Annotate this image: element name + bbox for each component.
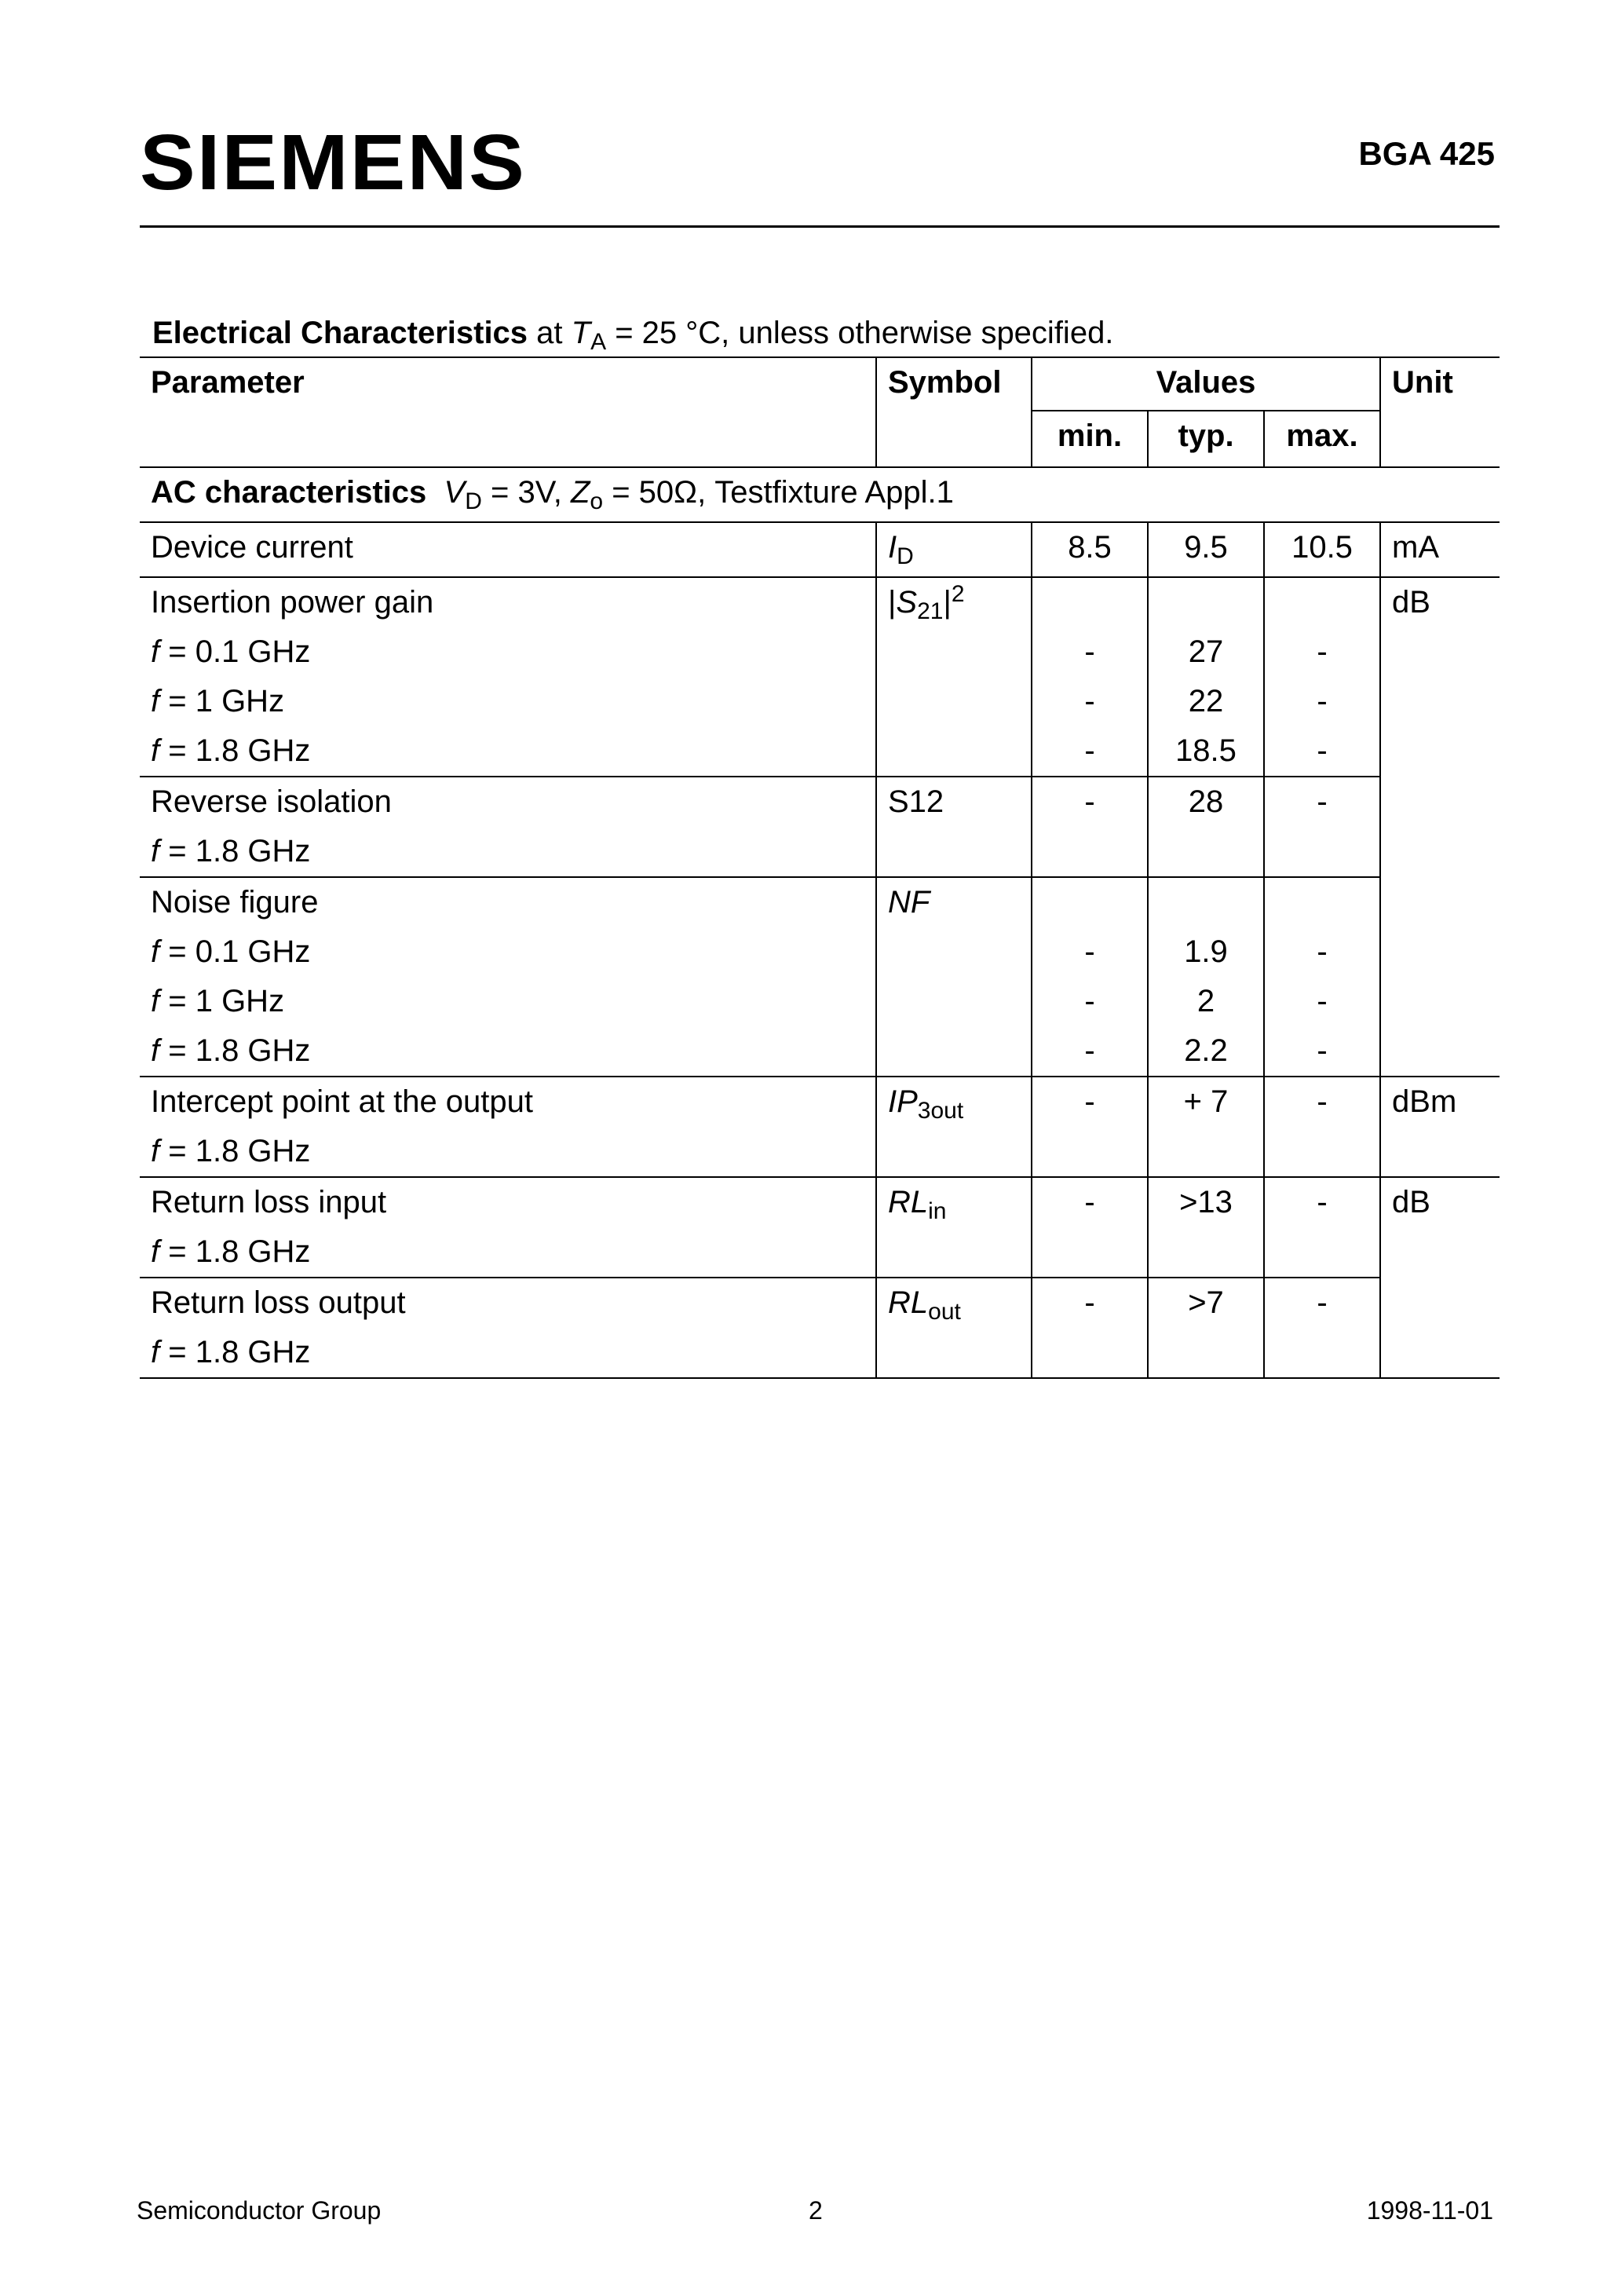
section-z: Z — [570, 475, 590, 510]
f-symbol: f — [151, 1234, 160, 1269]
max-value: - — [1264, 1177, 1380, 1278]
ac-characteristics-section — [140, 467, 1500, 522]
typ-value: 27 — [1148, 627, 1264, 677]
symbol-cell — [876, 1077, 1032, 1177]
table-row — [140, 927, 1500, 977]
param-insertion-gain: Insertion power gain — [140, 577, 876, 627]
col-max-header: max. — [1264, 411, 1380, 467]
max-value: - — [1264, 627, 1380, 677]
f-symbol: f — [151, 634, 160, 669]
footer-page-number: 2 — [809, 2196, 823, 2225]
typ-value: 28 — [1148, 777, 1264, 877]
table-row — [140, 577, 1500, 627]
min-value: - — [1032, 1077, 1148, 1177]
symbol-main: S — [896, 585, 918, 620]
max-value: 10.5 — [1264, 522, 1380, 577]
typ-value: 18.5 — [1148, 726, 1264, 777]
param-reverse-isolation: Reverse isolation — [140, 777, 876, 827]
unit-value: dB — [1380, 577, 1500, 1077]
condition-text: = 0.1 GHz — [159, 634, 311, 669]
typ-value: + 7 — [1148, 1077, 1264, 1177]
empty-cell — [1032, 577, 1148, 627]
min-value: - — [1032, 1026, 1148, 1077]
symbol-pre: | — [888, 585, 897, 620]
symbol-main: NF — [888, 885, 930, 919]
col-values-header: Values — [1032, 357, 1380, 411]
table-row — [140, 522, 1500, 577]
table-row — [140, 677, 1500, 726]
section-z-sub: o — [590, 488, 604, 514]
min-value: 8.5 — [1032, 522, 1148, 577]
section-v: V — [444, 475, 466, 510]
typ-value: 2.2 — [1148, 1026, 1264, 1077]
symbol-sub: 21 — [917, 598, 944, 624]
condition — [140, 1328, 876, 1378]
condition — [140, 677, 876, 726]
symbol-sub: 3out — [917, 1098, 964, 1124]
condition-text: = 1 GHz — [159, 684, 285, 718]
min-value: - — [1032, 1177, 1148, 1278]
table-row — [140, 627, 1500, 677]
param-noise-figure: Noise figure — [140, 877, 876, 927]
condition — [140, 1227, 876, 1278]
condition-text: = 1 GHz — [159, 984, 285, 1018]
f-symbol: f — [151, 1033, 160, 1068]
f-symbol: f — [151, 1134, 160, 1168]
col-parameter-header: Parameter — [140, 357, 876, 467]
min-value: - — [1032, 627, 1148, 677]
table-caption — [152, 316, 1114, 355]
section-title: AC characteristics — [151, 475, 427, 510]
typ-value: >13 — [1148, 1177, 1264, 1278]
symbol-sub: in — [928, 1198, 947, 1224]
condition — [140, 827, 876, 877]
typ-value: >7 — [1148, 1278, 1264, 1378]
section-v-sub: D — [465, 488, 482, 514]
max-value: - — [1264, 677, 1380, 726]
condition-text: = 1.8 GHz — [159, 1033, 311, 1068]
symbol-cell — [876, 1177, 1032, 1278]
min-value: - — [1032, 977, 1148, 1026]
empty-cell — [1264, 877, 1380, 927]
condition-text: = 1.8 GHz — [159, 1134, 311, 1168]
min-value: - — [1032, 677, 1148, 726]
caption-at: at — [528, 316, 572, 350]
f-symbol: f — [151, 684, 160, 718]
table-row — [140, 1026, 1500, 1077]
typ-value: 22 — [1148, 677, 1264, 726]
min-value: - — [1032, 777, 1148, 877]
f-symbol: f — [151, 834, 160, 868]
condition-text: = 1.8 GHz — [159, 733, 311, 768]
table-row — [140, 1177, 1500, 1227]
condition — [140, 977, 876, 1026]
typ-value: 2 — [1148, 977, 1264, 1026]
f-symbol: f — [151, 1335, 160, 1369]
empty-cell — [1148, 577, 1264, 627]
condition — [140, 1127, 876, 1177]
section-row — [140, 467, 1500, 522]
symbol-main: IP — [888, 1084, 918, 1119]
condition-text: = 0.1 GHz — [159, 934, 311, 969]
unit-value: dBm — [1380, 1077, 1500, 1177]
header-divider — [140, 225, 1500, 228]
f-symbol: f — [151, 934, 160, 969]
footer-date: 1998-11-01 — [1366, 2196, 1493, 2225]
symbol-main: I — [888, 530, 897, 565]
col-unit-header: Unit — [1380, 357, 1500, 467]
section-v-rest: = 3V, — [481, 475, 571, 510]
f-symbol: f — [151, 733, 160, 768]
col-symbol-header: Symbol — [876, 357, 1032, 467]
electrical-characteristics-table — [140, 356, 1500, 1379]
symbol-cell — [876, 577, 1032, 777]
unit-value: dB — [1380, 1177, 1500, 1378]
footer-company: Semiconductor Group — [137, 2196, 382, 2225]
symbol-cell — [876, 877, 1032, 1077]
empty-cell — [1032, 877, 1148, 927]
col-min-header: min. — [1032, 411, 1148, 467]
symbol-post: | — [943, 585, 952, 620]
symbol-main: RL — [888, 1185, 929, 1219]
symbol-main: RL — [888, 1285, 929, 1320]
caption-title: Electrical Characteristics — [152, 316, 528, 350]
max-value: - — [1264, 1278, 1380, 1378]
typ-value: 9.5 — [1148, 522, 1264, 577]
max-value: - — [1264, 726, 1380, 777]
condition-text: = 1.8 GHz — [159, 834, 311, 868]
table-row — [140, 1077, 1500, 1127]
condition-text: = 1.8 GHz — [159, 1234, 311, 1269]
col-typ-header: typ. — [1148, 411, 1264, 467]
condition — [140, 927, 876, 977]
max-value: - — [1264, 1026, 1380, 1077]
table-row — [140, 726, 1500, 777]
condition — [140, 726, 876, 777]
min-value: - — [1032, 726, 1148, 777]
siemens-logo: SIEMENS — [140, 119, 526, 207]
param-return-loss-input: Return loss input — [140, 1177, 876, 1227]
condition-text: = 1.8 GHz — [159, 1335, 311, 1369]
table-row — [140, 977, 1500, 1026]
symbol-cell: S12 — [876, 777, 1032, 877]
condition — [140, 627, 876, 677]
param-device-current: Device current — [140, 522, 876, 577]
min-value: - — [1032, 927, 1148, 977]
symbol-cell — [876, 1278, 1032, 1378]
param-return-loss-output: Return loss output — [140, 1278, 876, 1328]
table-row — [140, 877, 1500, 927]
section-z-rest: = 50Ω, Testfixture Appl.1 — [603, 475, 954, 510]
header-row-1 — [140, 357, 1500, 411]
max-value: - — [1264, 777, 1380, 877]
caption-symbol-sub: A — [590, 329, 607, 355]
f-symbol: f — [151, 984, 160, 1018]
max-value: - — [1264, 977, 1380, 1026]
symbol-sub: D — [897, 543, 914, 569]
part-number: BGA 425 — [1358, 135, 1495, 172]
max-value: - — [1264, 1077, 1380, 1177]
unit-value: mA — [1380, 522, 1500, 577]
caption-symbol: T — [571, 316, 591, 350]
condition — [140, 1026, 876, 1077]
typ-value: 1.9 — [1148, 927, 1264, 977]
empty-cell — [1148, 877, 1264, 927]
symbol-sub: out — [928, 1299, 961, 1325]
table-row — [140, 1278, 1500, 1328]
symbol-cell — [876, 522, 1032, 577]
param-intercept-point: Intercept point at the output — [140, 1077, 876, 1127]
table-row — [140, 777, 1500, 827]
caption-conditions: = 25 °C, unless otherwise specified. — [606, 316, 1114, 350]
symbol-sup: 2 — [951, 581, 965, 607]
empty-cell — [1264, 577, 1380, 627]
max-value: - — [1264, 927, 1380, 977]
min-value: - — [1032, 1278, 1148, 1378]
